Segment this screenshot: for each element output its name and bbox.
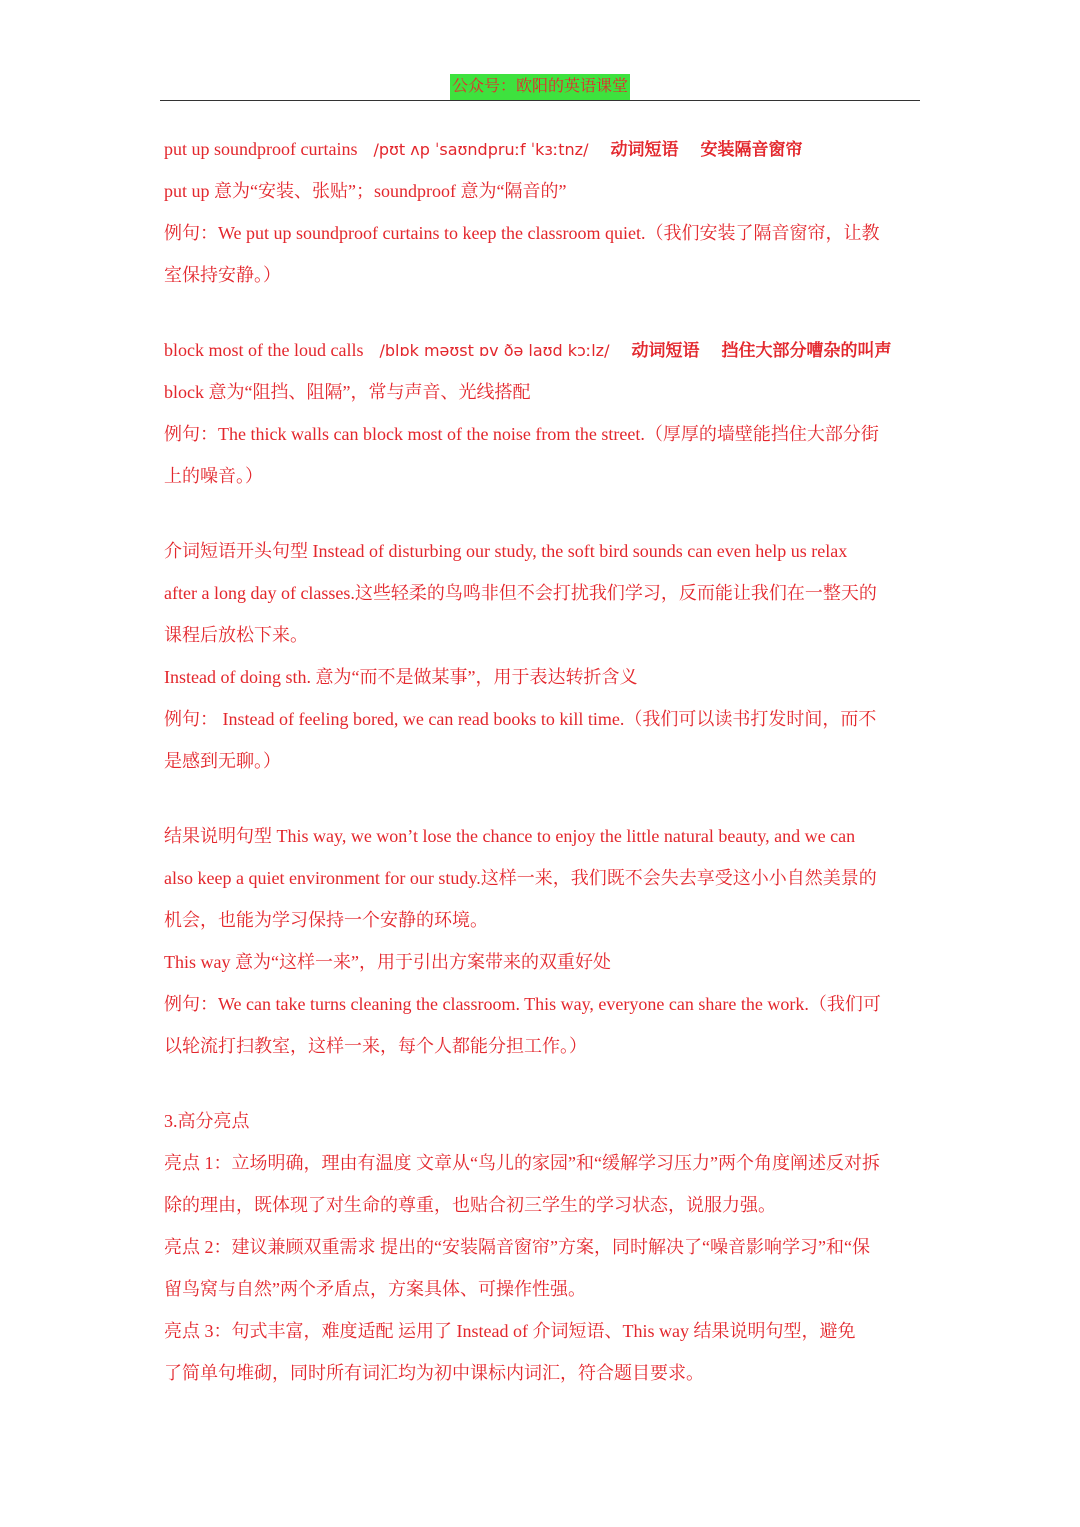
example-sentence-cont: 是感到无聊。） (164, 751, 281, 771)
document-body (164, 128, 920, 1394)
example-sentence: 例句： Instead of feeling bored, we can read books to kill time.（我们可以读书打发时间，而不 (164, 709, 877, 729)
pattern-translation: 课程后放松下来。 (164, 625, 308, 645)
page-header (160, 74, 920, 102)
example-sentence-cont: 以轮流打扫教室，这样一来，每个人都能分担工作。） (164, 1036, 587, 1056)
vocab-meaning: 安装隔音窗帘 (700, 140, 803, 160)
highlight-3: 亮点 3：句式丰富，难度适配 运用了 Instead of 介词短语、This way 结果说明句型，避免 (164, 1321, 856, 1341)
header-account-label: 公众号：欧阳的英语课堂 (450, 74, 630, 100)
section-heading: 3.高分亮点 (164, 1111, 250, 1131)
highlight-2: 亮点 2：建议兼顾双重需求 提出的“安装隔音窗帘”方案，同时解决了“噪音影响学习”和“保 (164, 1237, 870, 1257)
usage-note: Instead of doing sth. 意为“而不是做某事”，用于表达转折含义 (164, 667, 638, 687)
highlight-2-cont: 留鸟窝与自然”两个矛盾点，方案具体、可操作性强。 (164, 1279, 586, 1299)
vocab-phrase: block most of the loud calls (164, 340, 364, 360)
vocab-entry-line (164, 128, 920, 170)
pattern-sentence-cont: after a long day of classes.这些轻柔的鸟鸣非但不会打扰我们学习，反而能让我们在一整天的 (164, 583, 877, 603)
vocab-meaning: 挡住大部分嘈杂的叫声 (721, 341, 892, 361)
header-divider (160, 100, 920, 101)
highlight-3-cont: 了简单句堆砌，同时所有词汇均为初中课标内词汇，符合题目要求。 (164, 1363, 704, 1383)
vocab-phonetic: /blɒk məʊst ɒv ðə laʊd kɔːlz/ (379, 341, 610, 360)
vocab-phrase: put up soundproof curtains (164, 139, 358, 159)
usage-note: put up 意为“安装、张贴”；soundproof 意为“隔音的” (164, 181, 567, 201)
usage-note: This way 意为“这样一来”，用于引出方案带来的双重好处 (164, 952, 611, 972)
pattern-sentence-cont: also keep a quiet environment for our study.这样一来，我们既不会失去享受这小小自然美景的 (164, 868, 877, 888)
example-sentence: 例句：We can take turns cleaning the classroom. This way, everyone can share the work.（我们可 (164, 994, 881, 1014)
vocab-entry-line (164, 329, 920, 371)
highlight-1-cont: 除的理由，既体现了对生命的尊重，也贴合初三学生的学习状态，说服力强。 (164, 1195, 776, 1215)
pattern-sentence: 介词短语开头句型 Instead of disturbing our study, the soft bird sounds can even help us relax (164, 541, 848, 561)
example-sentence-cont: 上的噪音。） (164, 466, 263, 486)
example-sentence: 例句：We put up soundproof curtains to keep the classroom quiet.（我们安装了隔音窗帘，让教 (164, 223, 880, 243)
highlight-1: 亮点 1：立场明确，理由有温度 文章从“鸟儿的家园”和“缓解学习压力”两个角度阐述反对拆 (164, 1153, 880, 1173)
vocab-phonetic: /pʊt ʌp ˈsaʊndpruːf ˈkɜːtnz/ (373, 140, 589, 159)
pattern-sentence: 结果说明句型 This way, we won’t lose the chance to enjoy the little natural beauty, and we can (164, 826, 856, 846)
example-sentence: 例句：The thick walls can block most of the noise from the street.（厚厚的墙壁能挡住大部分街 (164, 424, 879, 444)
usage-note: block 意为“阻挡、阻隔”，常与声音、光线搭配 (164, 382, 531, 402)
example-sentence-cont: 室保持安静。） (164, 265, 281, 285)
vocab-part-of-speech: 动词短语 (631, 341, 700, 361)
pattern-translation: 机会，也能为学习保持一个安静的环境。 (164, 910, 488, 930)
vocab-part-of-speech: 动词短语 (610, 140, 679, 160)
